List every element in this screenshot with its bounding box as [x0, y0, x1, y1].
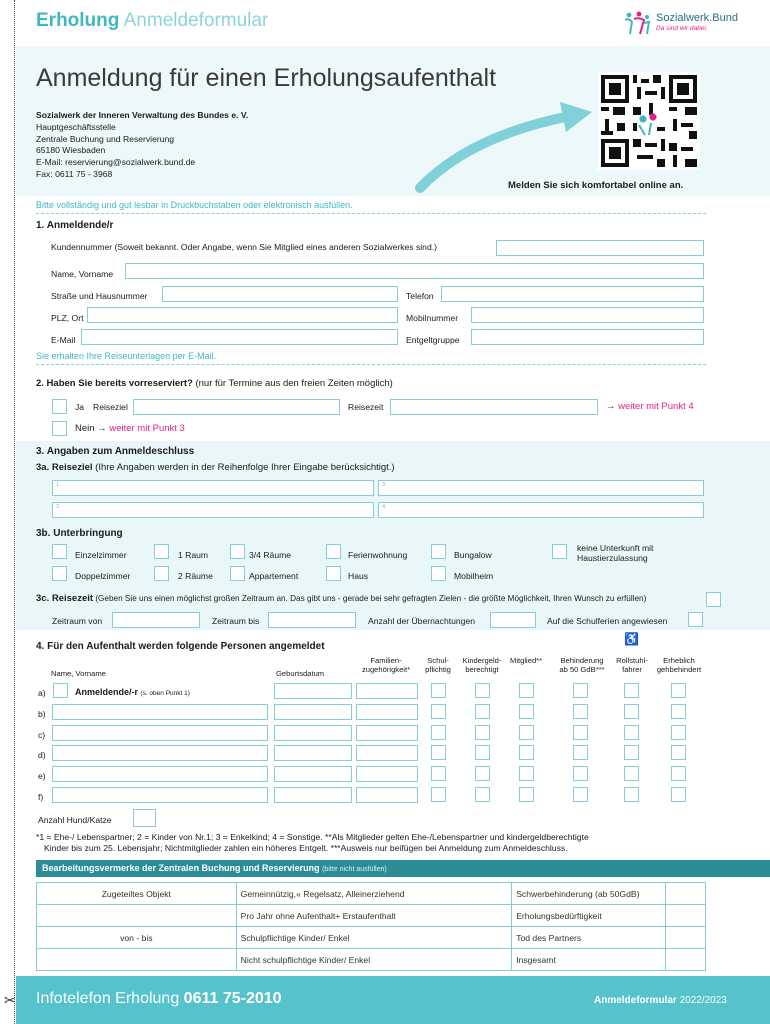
school-checkbox[interactable]	[431, 704, 446, 719]
period-to-field[interactable]	[268, 612, 356, 628]
col-walking: Erheblich gehbehindert	[656, 656, 702, 674]
destination-3-field[interactable]: 3.	[378, 480, 704, 496]
office-cell	[37, 905, 237, 927]
walking-checkbox[interactable]	[671, 787, 686, 802]
office-cell	[666, 905, 706, 927]
customer-no-label: Kundennummer (Soweit bekannt. Oder Angabe, wenn Sie Mitglied eines anderen Sozialwerkes sind.)	[51, 242, 437, 252]
period-to-label: Zeitraum bis	[212, 616, 260, 626]
period-from-field[interactable]	[112, 612, 200, 628]
walking-checkbox[interactable]	[671, 725, 686, 740]
walking-checkbox[interactable]	[671, 704, 686, 719]
office-cell: von - bis	[37, 927, 237, 949]
kindergeld-checkbox[interactable]	[475, 683, 490, 698]
email-line: E-Mail: reservierung@sozialwerk.bund.de	[36, 157, 196, 168]
pets-count-field[interactable]	[133, 809, 156, 827]
applicant-label: Anmeldende/-r (s. oben Punkt 1)	[75, 687, 190, 697]
school-checkbox[interactable]	[431, 683, 446, 698]
col-kindergeld: Kindergeld- berechtigt	[462, 656, 502, 674]
wheelchair-checkbox[interactable]	[624, 704, 639, 719]
acc-fewo-checkbox[interactable]	[326, 544, 341, 559]
office-cell: Gemeinnützig,« Regelsatz, Alleinerziehend	[236, 883, 512, 905]
acc-34raum-checkbox[interactable]	[230, 544, 245, 559]
person-name-field[interactable]	[52, 704, 268, 720]
school-checkbox[interactable]	[431, 725, 446, 740]
cut-line	[14, 0, 15, 1024]
prereserved-destination-field[interactable]	[133, 399, 340, 415]
logo-tagline: Da sind wir dabei.	[656, 25, 708, 32]
kindergeld-checkbox[interactable]	[475, 745, 490, 760]
acc-haus-checkbox[interactable]	[326, 566, 341, 581]
acc-2raum-checkbox[interactable]	[154, 566, 169, 581]
acc-1raum-label: 1 Raum	[178, 550, 209, 560]
address-line: Hauptgeschäftsstelle	[36, 121, 116, 132]
school-checkbox[interactable]	[431, 745, 446, 760]
office-cell	[37, 949, 237, 971]
divider	[36, 213, 706, 214]
acc-mobilheim-label: Mobilheim	[454, 571, 494, 581]
wheelchair-checkbox[interactable]	[624, 787, 639, 802]
acc-2raum-label: 2 Räume	[178, 571, 213, 581]
family-field[interactable]	[356, 683, 418, 699]
wheelchair-checkbox[interactable]	[624, 683, 639, 698]
nights-field[interactable]	[490, 612, 536, 628]
disability-checkbox[interactable]	[573, 787, 588, 802]
acc-doppel-checkbox[interactable]	[52, 566, 67, 581]
prereserved-yes-checkbox[interactable]	[52, 399, 67, 414]
acc-fewo-label: Ferienwohnung	[348, 550, 408, 560]
wheelchair-icon: ♿	[624, 632, 639, 646]
member-checkbox[interactable]	[519, 725, 534, 740]
footer-form-label: Anmeldeformular 2022/2023	[594, 995, 727, 1006]
kindergeld-checkbox[interactable]	[475, 766, 490, 781]
acc-1raum-checkbox[interactable]	[154, 544, 169, 559]
yes-label: Ja	[75, 402, 85, 412]
disability-checkbox[interactable]	[573, 745, 588, 760]
member-checkbox[interactable]	[519, 787, 534, 802]
birthdate-field[interactable]	[274, 745, 352, 761]
person-name-field[interactable]	[52, 787, 268, 803]
travel-time-checkbox[interactable]	[706, 592, 721, 607]
name-field[interactable]	[125, 263, 704, 279]
period-from-label: Zeitraum von	[52, 616, 103, 626]
section-3a-header: 3a. Reiseziel (Ihre Angaben werden in der Reihenfolge Ihrer Eingabe berücksichtigt.)	[36, 462, 395, 473]
brand-light: Anmeldeformular	[123, 10, 269, 31]
office-cell: Nicht schulpflichtige Kinder/ Enkel	[236, 949, 512, 971]
col-school: Schul- pflichtig	[425, 656, 451, 674]
school-holidays-label: Auf die Schulferien angewiesen	[547, 616, 668, 626]
org-name: Sozialwerk der Inneren Verwaltung des Bundes e. V.	[36, 110, 249, 120]
name-label: Name, Vorname	[51, 269, 114, 279]
birthdate-field[interactable]	[274, 766, 352, 782]
phone-label: Telefon	[406, 291, 434, 301]
member-checkbox[interactable]	[519, 745, 534, 760]
walking-checkbox[interactable]	[671, 766, 686, 781]
acc-haus-label: Haus	[348, 571, 369, 581]
family-field[interactable]	[356, 704, 418, 720]
office-cell: Erholungsbedürftigkeit	[512, 905, 666, 927]
divider	[36, 364, 706, 365]
phone-field[interactable]	[441, 286, 704, 302]
col-member: Mitglied**	[510, 656, 543, 665]
disability-checkbox[interactable]	[573, 725, 588, 740]
office-cell: Insgesamt	[512, 949, 666, 971]
destination-4-field[interactable]: 4.	[378, 502, 704, 518]
wheelchair-checkbox[interactable]	[624, 766, 639, 781]
office-bar: Bearbeitungsvermerke der Zentralen Buchung und Reservierung (bitte nicht ausfüllen)	[36, 860, 770, 877]
street-field[interactable]	[162, 286, 398, 302]
col-wheelchair: Rollstuhl- fahrer	[616, 656, 648, 674]
birthdate-field[interactable]	[274, 725, 352, 741]
section-2-header	[36, 378, 393, 389]
family-field[interactable]	[356, 787, 418, 803]
acc-nopets-checkbox[interactable]	[552, 544, 567, 559]
kindergeld-checkbox[interactable]	[475, 704, 490, 719]
wheelchair-checkbox[interactable]	[624, 725, 639, 740]
person-name-field[interactable]	[52, 725, 268, 741]
walking-checkbox[interactable]	[671, 683, 686, 698]
office-cell: Tod des Partners	[512, 927, 666, 949]
applicant-checkbox[interactable]	[53, 683, 68, 698]
birthdate-field[interactable]	[274, 787, 352, 803]
office-cell: Zugeteiltes Objekt	[37, 883, 237, 905]
office-table	[36, 882, 706, 971]
documents-note: Sie erhalten Ihre Reiseunterlagen per E-Mail.	[36, 351, 217, 361]
scissors-icon: ✂	[4, 992, 16, 1008]
school-checkbox[interactable]	[431, 787, 446, 802]
travel-time-label: Reisezeit	[348, 402, 384, 412]
person-name-field[interactable]	[52, 745, 268, 761]
office-cell: Schwerbehinderung (ab 50GdB)	[512, 883, 666, 905]
col-disability: Behinderung ab 50 GdB***	[559, 656, 605, 674]
acc-appartement-label: Appartement	[249, 571, 299, 581]
col-name: Name, Vorname	[51, 669, 106, 678]
wheelchair-checkbox[interactable]	[624, 745, 639, 760]
header-brand	[36, 10, 268, 32]
page-title: Anmeldung für einen Erholungsaufenthalt	[36, 64, 497, 92]
office-cell: Schulpflichtige Kinder/ Enkel	[236, 927, 512, 949]
mobile-field[interactable]	[471, 307, 704, 323]
section-4-heading: 4. Für den Aufenthalt werden folgende Personen angemeldet	[36, 641, 325, 652]
disability-checkbox[interactable]	[573, 683, 588, 698]
office-cell: Pro Jahr ohne Aufenthalt+ Erstaufenthalt	[236, 905, 512, 927]
customer-no-field[interactable]	[496, 240, 704, 256]
online-note: Melden Sie sich komfortabel online an.	[508, 180, 684, 191]
destination-2-field[interactable]: 2.	[52, 502, 374, 518]
acc-bungalow-label: Bungalow	[454, 550, 492, 560]
acc-mobilheim-checkbox[interactable]	[431, 566, 446, 581]
destination-label: Reiseziel	[93, 402, 128, 412]
street-label: Straße und Hausnummer	[51, 291, 148, 301]
logo	[622, 10, 742, 36]
kindergeld-checkbox[interactable]	[475, 725, 490, 740]
office-cell	[666, 883, 706, 905]
kindergeld-checkbox[interactable]	[475, 787, 490, 802]
continue-3-note: Nein → weiter mit Punkt 3	[75, 423, 185, 434]
footnotes: *1 = Ehe-/ Lebenspartner; 2 = Kinder von Nr.1; 3 = Enkelkind; 4 = Sonstige. **Als Mitglieder gelten Ehe-/Lebenspartner und kindergeldberechtigte Kinder bis zum 25. Lebensjahr; Nichtmitglieder zahlen ein höheres Entgelt. ***Ausweis nur beifügen bei Anmeldung zum Anmeldeschluss.	[36, 832, 589, 853]
zip-field[interactable]	[87, 307, 398, 323]
address-block	[36, 110, 248, 181]
disability-checkbox[interactable]	[573, 704, 588, 719]
qr-code[interactable]	[598, 72, 700, 170]
birthdate-field[interactable]	[274, 683, 352, 699]
acc-appartement-checkbox[interactable]	[230, 566, 245, 581]
section-3-heading: 3. Angaben zum Anmeldeschluss	[36, 446, 195, 457]
destination-1-field[interactable]: 1.	[52, 480, 374, 496]
email-label: E-Mail	[51, 335, 76, 345]
disability-checkbox[interactable]	[573, 766, 588, 781]
acc-bungalow-checkbox[interactable]	[431, 544, 446, 559]
family-field[interactable]	[356, 766, 418, 782]
walking-checkbox[interactable]	[671, 745, 686, 760]
acc-einzel-checkbox[interactable]	[52, 544, 67, 559]
logo-name: Sozialwerk.Bund	[656, 12, 738, 24]
address-line: 65180 Wiesbaden	[36, 145, 106, 156]
brand-bold: Erholung	[36, 10, 120, 31]
acc-nopets-label: keine Unterkunft mit Haustierzulassung	[577, 543, 654, 563]
office-cell	[666, 949, 706, 971]
section-3b-heading: 3b. Unterbringung	[36, 528, 123, 539]
prereserved-time-field[interactable]	[390, 399, 598, 415]
email-field[interactable]	[81, 329, 398, 345]
logo-figures-icon	[622, 10, 652, 36]
col-family: Familien- zugehörigkeit*	[361, 656, 411, 674]
section-2-note: (nur für Termine aus den freien Zeiten möglich)	[195, 378, 393, 389]
continue-4-note: → weiter mit Punkt 4	[606, 401, 694, 412]
pay-group-field[interactable]	[471, 329, 704, 345]
section-2-heading: 2. Haben Sie bereits vorreserviert?	[36, 378, 193, 389]
instruction-text: Bitte vollständig und gut lesbar in Druckbuchstaben oder elektronisch ausfüllen.	[36, 200, 353, 210]
acc-34raum-label: 3/4 Räume	[249, 550, 292, 560]
member-checkbox[interactable]	[519, 704, 534, 719]
fax-line: Fax: 0611 75 - 3968	[36, 168, 113, 179]
nights-label: Anzahl der Übernachtungen	[368, 616, 476, 626]
birthdate-field[interactable]	[274, 704, 352, 720]
member-checkbox[interactable]	[519, 683, 534, 698]
person-name-field[interactable]	[52, 766, 268, 782]
section-1-heading: 1. Anmeldende/r	[36, 220, 114, 231]
col-birth: Geburtsdatum	[276, 669, 325, 678]
acc-einzel-label: Einzelzimmer	[75, 550, 127, 560]
pets-count-label: Anzahl Hund/Katze	[38, 815, 112, 825]
school-checkbox[interactable]	[431, 766, 446, 781]
zip-label: PLZ, Ort	[51, 313, 84, 323]
prereserved-no-checkbox[interactable]	[52, 421, 67, 436]
school-holidays-checkbox[interactable]	[688, 612, 703, 627]
acc-doppel-label: Doppelzimmer	[75, 571, 131, 581]
section-3c-header: 3c. Reisezeit (Geben Sie uns einen möglichst großen Zeitraum an. Das gibt uns - gerade bei sehr gefragten Zielen - die größte Möglichkeit, Ihren Wunsch zu erfüllen)	[36, 593, 647, 604]
office-cell	[666, 927, 706, 949]
address-line: Zentrale Buchung und Reservierung	[36, 133, 175, 144]
qr-code-icon	[601, 75, 697, 167]
pay-group-label: Entgeltgruppe	[406, 335, 460, 345]
footer-info: Infotelefon Erholung 0611 75-2010	[36, 990, 282, 1007]
member-checkbox[interactable]	[519, 766, 534, 781]
family-field[interactable]	[356, 745, 418, 761]
mobile-label: Mobilnummer	[406, 313, 459, 323]
family-field[interactable]	[356, 725, 418, 741]
